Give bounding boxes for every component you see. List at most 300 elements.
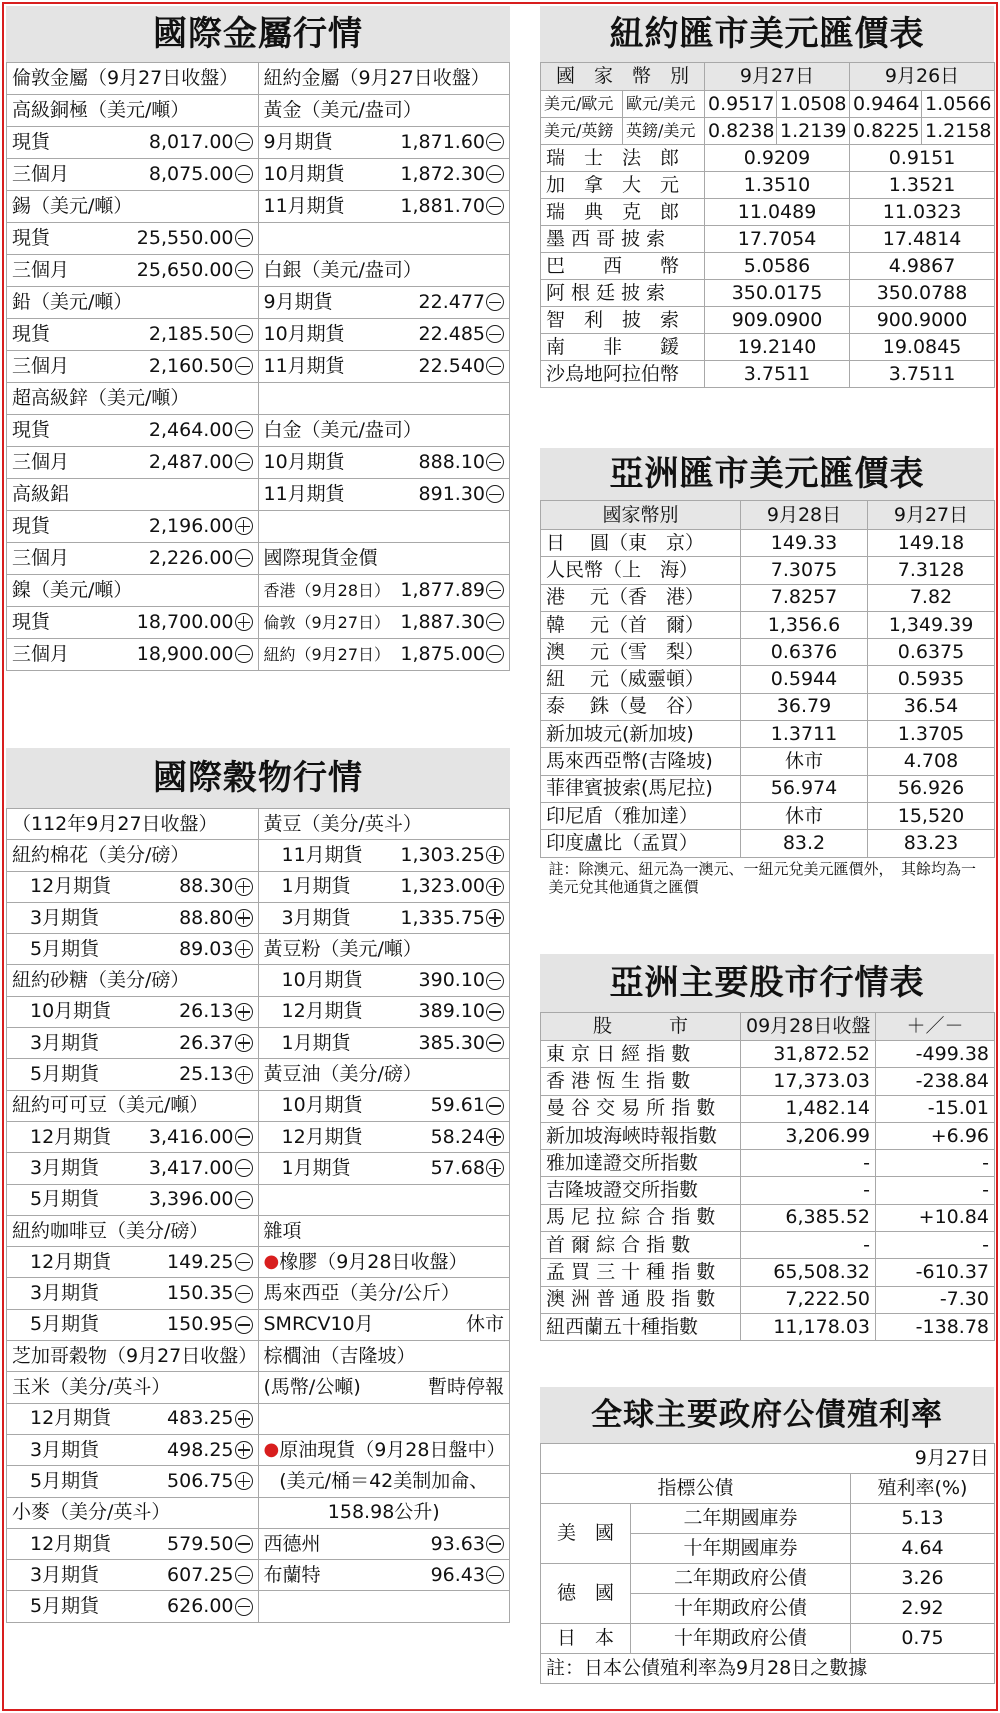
grains-cell-content — [264, 1565, 505, 1586]
grains-cell — [258, 1497, 510, 1528]
grains-label-text: 1月期貨 — [281, 1156, 351, 1179]
metals-value: 1,871.60 — [400, 131, 485, 154]
grains-cell-content — [264, 1346, 505, 1367]
grains-value-wrap — [167, 1471, 252, 1492]
grains-value: 3,417.00 — [148, 1156, 234, 1179]
grains-cell-content — [264, 1502, 505, 1523]
metals-value-wrap — [149, 548, 253, 569]
metals-value-wrap — [419, 452, 504, 473]
metals-label — [264, 68, 490, 89]
rate-value: 0.6376 — [741, 639, 868, 666]
metals-cell — [7, 607, 259, 639]
bonds-panel — [540, 1387, 994, 1684]
grains-cell — [258, 809, 510, 840]
grains-value: 579.50 — [167, 1532, 234, 1555]
metals-row — [7, 543, 510, 575]
metals-label — [264, 100, 422, 121]
index-name: 曼 谷 交 易 所 指 數 — [541, 1095, 741, 1122]
grains-label — [12, 1502, 170, 1523]
grains-row — [7, 1560, 510, 1591]
bond-country: 美 國 — [541, 1504, 631, 1564]
grains-cell — [7, 1497, 259, 1528]
grains-value: 3,416.00 — [148, 1125, 234, 1148]
metals-label — [264, 452, 345, 473]
metals-label-text: 白銀（美元/盎司） — [263, 259, 422, 282]
rate-value: 149.18 — [868, 530, 995, 557]
grains-cell-content — [12, 1095, 253, 1116]
metals-cell-content — [264, 292, 505, 313]
metals-cell — [7, 191, 259, 223]
grains-cell — [258, 1372, 510, 1403]
grains-label — [264, 1346, 416, 1367]
grains-row — [7, 1121, 510, 1152]
bond-yield: 0.75 — [851, 1624, 995, 1654]
metals-cell — [7, 447, 259, 479]
currency-pair: 美元/歐元 — [541, 91, 623, 118]
rate-value: 1,349.39 — [868, 611, 995, 638]
grains-table — [6, 808, 510, 1623]
price-down-icon — [235, 1253, 253, 1271]
grains-cell-content — [12, 908, 253, 929]
metals-label — [264, 484, 345, 505]
metals-value: 1,881.70 — [400, 195, 485, 218]
grains-value: 150.95 — [167, 1313, 234, 1336]
grains-label — [328, 1502, 440, 1523]
metals-label — [264, 420, 422, 441]
index-name: 澳 洲 普 通 股 指 數 — [541, 1286, 741, 1313]
ny-fx-header-date2: 9月26日 — [850, 63, 995, 91]
grains-cell-content — [12, 876, 253, 897]
metals-cell — [7, 127, 259, 159]
metals-label-text: 錫（美元/噸） — [12, 195, 133, 218]
price-down-icon — [486, 972, 504, 990]
grains-value: 626.00 — [167, 1595, 234, 1618]
metals-cell-content — [12, 260, 253, 281]
metals-label-text: 三個月 — [12, 547, 70, 570]
grains-label — [282, 970, 363, 991]
grains-label — [30, 939, 99, 960]
rate-value: 4.708 — [868, 748, 995, 775]
metals-cell — [258, 383, 510, 415]
grains-cell-content — [12, 939, 253, 960]
currency-name: 南 非 鍰 — [541, 334, 705, 361]
ny-fx-row — [541, 226, 995, 253]
metals-label — [12, 260, 69, 281]
rate-value: 15,520 — [868, 802, 995, 829]
bond-country: 德 國 — [541, 1564, 631, 1624]
metals-cell-content — [264, 644, 505, 665]
rate-value: 1.2139 — [777, 118, 850, 145]
price-down-icon — [486, 645, 504, 663]
currency-name: 瑞 典 克 郎 — [541, 199, 705, 226]
price-down-icon — [235, 645, 253, 663]
grains-cell-content — [12, 1221, 253, 1242]
index-close: - — [741, 1232, 876, 1259]
grains-value: 390.10 — [418, 969, 485, 992]
grains-value: 498.25 — [167, 1438, 234, 1461]
asia-fx-header-date2: 9月27日 — [868, 501, 995, 530]
price-down-icon — [486, 357, 504, 375]
rate-value: 1.3705 — [868, 721, 995, 748]
price-up-icon — [235, 909, 253, 927]
grains-cell-content — [264, 814, 505, 835]
bond-name: 十年期政府公債 — [631, 1594, 851, 1624]
price-down-icon — [235, 357, 253, 375]
metals-label — [12, 388, 189, 409]
grains-row — [7, 1247, 510, 1278]
metals-label-text: 倫敦（9月27日） — [263, 612, 391, 632]
rate-value: 17.4814 — [850, 226, 995, 253]
grains-row — [7, 1497, 510, 1528]
metals-value-wrap — [400, 580, 504, 601]
grains-cell-content — [264, 1534, 505, 1555]
grains-label — [12, 845, 189, 866]
grains-cell — [258, 1247, 510, 1278]
grains-cell-content — [12, 1127, 253, 1148]
metals-label-text: 三個月 — [12, 451, 70, 474]
metals-cell — [258, 511, 510, 543]
grains-label — [264, 1565, 321, 1586]
price-up-icon — [235, 1410, 253, 1428]
grains-label-text: 12月期貨 — [281, 1000, 363, 1023]
metals-value-wrap — [419, 292, 504, 313]
grains-cell-content — [264, 1127, 505, 1148]
grains-label-text: 5月期貨 — [30, 937, 100, 960]
asia-fx-row — [541, 830, 995, 857]
grains-cell — [7, 840, 259, 871]
grains-cell-content — [12, 1377, 253, 1398]
metals-row — [7, 511, 510, 543]
grains-label-text: 芝加哥穀物（9月27日收盤） — [12, 1344, 258, 1367]
metals-value-wrap — [149, 420, 253, 441]
price-down-icon — [235, 1191, 253, 1209]
currency-name: 巴 西 幣 — [541, 253, 705, 280]
price-down-icon — [486, 453, 504, 471]
metals-value-wrap — [400, 644, 504, 665]
grains-cell-content — [12, 845, 253, 866]
grains-value: 休市 — [465, 1313, 504, 1336]
metals-cell-content — [264, 324, 505, 345]
metals-cell-content — [264, 196, 505, 217]
grains-value-wrap — [431, 1534, 504, 1555]
metals-value: 2,196.00 — [148, 515, 234, 538]
grains-cell — [7, 1528, 259, 1559]
metals-label — [12, 356, 69, 377]
grains-label — [264, 1440, 506, 1461]
grains-value-wrap — [431, 1158, 504, 1179]
stocks-row — [541, 1232, 995, 1259]
metals-value-wrap — [149, 452, 253, 473]
metals-cell-content — [12, 612, 253, 633]
metals-value: 22.477 — [418, 291, 485, 314]
rate-value: 1.3711 — [741, 721, 868, 748]
bond-yield: 5.13 — [851, 1504, 995, 1534]
rate-value: 36.54 — [868, 693, 995, 720]
grains-cell — [258, 1528, 510, 1559]
price-down-icon — [486, 1003, 504, 1021]
metals-value-wrap — [419, 484, 504, 505]
rate-value: 0.8225 — [850, 118, 922, 145]
metals-value-wrap — [400, 132, 504, 153]
grains-label-text: 黃豆（美分/英斗） — [263, 812, 422, 835]
metals-cell-content — [12, 196, 253, 217]
grains-label-text: 1月期貨 — [281, 875, 351, 898]
metals-value: 1,877.89 — [400, 579, 485, 602]
currency-name: 墨 西 哥 披 索 — [541, 226, 705, 253]
metals-label — [12, 164, 69, 185]
grains-cell — [7, 1309, 259, 1340]
grains-row — [7, 840, 510, 871]
rate-value: 0.5944 — [741, 666, 868, 693]
grains-cell — [7, 1247, 259, 1278]
price-down-icon — [486, 1535, 504, 1553]
grains-value-wrap — [179, 939, 252, 960]
metals-table — [6, 62, 510, 671]
index-change: -138.78 — [876, 1313, 995, 1340]
grains-cell — [258, 934, 510, 965]
grains-label — [30, 1283, 99, 1304]
price-up-icon — [235, 1066, 253, 1084]
grains-value-wrap — [419, 970, 504, 991]
metals-cell — [7, 575, 259, 607]
metals-label-text: 超高級鋅（美元/噸） — [12, 387, 190, 410]
metals-label-text: 10月期貨 — [263, 451, 345, 474]
grains-cell — [258, 1341, 510, 1372]
metals-cell-content — [12, 100, 253, 121]
grains-cell-content — [12, 1408, 253, 1429]
index-change: - — [876, 1177, 995, 1204]
price-down-icon — [235, 1598, 253, 1616]
metals-label-text: 黃金（美元/盎司） — [263, 99, 422, 122]
grains-label-text: 紐約砂糖（美分/磅） — [12, 969, 190, 992]
asia-fx-row — [541, 639, 995, 666]
price-down-icon — [486, 133, 504, 151]
metals-cell-content — [12, 324, 253, 345]
metals-label-text: 三個月 — [12, 643, 70, 666]
rate-value: 350.0175 — [705, 280, 850, 307]
grains-cell-content — [264, 876, 505, 897]
bonds-header-row — [541, 1474, 995, 1504]
grains-value-wrap — [167, 1283, 252, 1304]
grains-label-text: 紐約棉花（美分/磅） — [12, 844, 190, 866]
price-down-icon — [486, 325, 504, 343]
stocks-header-market: 股 市 — [541, 1013, 741, 1041]
grains-value-wrap — [431, 1127, 504, 1148]
currency-name: 新加坡元(新加坡) — [541, 721, 741, 748]
asia-fx-row — [541, 721, 995, 748]
asia-fx-header-currency: 國家幣別 — [541, 501, 741, 530]
metals-panel — [6, 6, 510, 671]
grains-row — [7, 1341, 510, 1372]
metals-row — [7, 639, 510, 671]
price-up-icon — [235, 613, 253, 631]
price-down-icon — [235, 325, 253, 343]
metals-row — [7, 575, 510, 607]
metals-value-wrap — [400, 164, 504, 185]
metals-value: 1,872.30 — [400, 163, 485, 186]
price-down-icon — [486, 1566, 504, 1584]
asia-fx-note: 註：除澳元、紐元為一澳元、一紐元兌美元匯價外， 其餘均為一美元兌其他通貨之匯價 — [548, 859, 977, 897]
metals-cell — [258, 543, 510, 575]
grains-value: 58.24 — [430, 1125, 485, 1148]
index-name: 吉隆坡證交所指數 — [541, 1177, 741, 1204]
grains-cell-content — [264, 1095, 505, 1116]
grains-cell — [258, 1403, 510, 1434]
asia-fx-row — [541, 530, 995, 557]
asia-fx-row — [541, 557, 995, 584]
ny-fx-row — [541, 307, 995, 334]
metals-cell-content — [264, 612, 505, 633]
grains-label-text: 紐約可可豆（美元/噸） — [12, 1094, 209, 1117]
metals-cell — [258, 287, 510, 319]
stocks-header-row — [541, 1013, 995, 1041]
currency-name: 人民幣（上 海） — [541, 557, 741, 584]
grains-value-wrap — [431, 1565, 504, 1586]
index-close: 11,178.03 — [741, 1313, 876, 1340]
grains-label-text: 黃豆油（美分/磅） — [263, 1063, 422, 1086]
rate-value: 350.0788 — [850, 280, 995, 307]
grains-row — [7, 1591, 510, 1622]
grains-label-text: 黃豆粉（美元/噸） — [263, 937, 422, 960]
grains-cell-content — [12, 1033, 253, 1054]
ny-fx-header-currency: 國 家 幣 別 — [541, 63, 705, 91]
ny-fx-row — [541, 280, 995, 307]
metals-label — [264, 614, 391, 632]
grains-value-wrap — [167, 1408, 252, 1429]
metals-row — [7, 287, 510, 319]
grains-cell — [258, 1153, 510, 1184]
rate-value: 19.2140 — [705, 334, 850, 361]
metals-label — [264, 582, 391, 600]
grains-value: 88.80 — [179, 906, 234, 929]
metals-label-text: 香港（9月28日） — [263, 580, 391, 600]
grains-label — [282, 1127, 363, 1148]
metals-label-text: 高級鋁 — [12, 483, 70, 506]
metals-label — [12, 292, 132, 313]
metals-label — [12, 548, 69, 569]
grains-label-text: 5月期貨 — [30, 1063, 100, 1086]
grains-label-text: 5月期貨 — [30, 1188, 100, 1211]
grains-cell-content — [12, 1502, 253, 1523]
metals-row — [7, 607, 510, 639]
grains-label — [282, 1158, 351, 1179]
metals-value-wrap — [137, 644, 253, 665]
price-down-icon — [486, 613, 504, 631]
metals-cell-content — [12, 420, 253, 441]
metals-cell-content — [264, 100, 505, 121]
grains-row — [7, 1434, 510, 1465]
grains-cell — [258, 1466, 510, 1497]
rate-value: 83.2 — [741, 830, 868, 857]
rate-value: 5.0586 — [705, 253, 850, 280]
metals-label — [12, 516, 50, 537]
stocks-row — [541, 1177, 995, 1204]
index-name: 香 港 恆 生 指 數 — [541, 1068, 741, 1095]
metals-cell-content — [264, 580, 505, 601]
rate-value: 83.23 — [868, 830, 995, 857]
grains-cell-content — [12, 1158, 253, 1179]
metals-label-text: 10月期貨 — [263, 163, 345, 186]
currency-name: 加 拿 大 元 — [541, 172, 705, 199]
grains-cell — [258, 1591, 510, 1622]
metals-row — [7, 127, 510, 159]
stocks-row — [541, 1068, 995, 1095]
rate-value: 11.0323 — [850, 199, 995, 226]
metals-row — [7, 479, 510, 511]
index-close: 6,385.52 — [741, 1204, 876, 1231]
index-change: +10.84 — [876, 1204, 995, 1231]
metals-cell-content — [264, 420, 505, 441]
grains-value-wrap — [149, 1189, 253, 1210]
metals-cell-content — [12, 68, 253, 89]
asia-fx-row — [541, 748, 995, 775]
metals-label-text: 9月期貨 — [263, 131, 333, 154]
grains-cell-content — [264, 1377, 505, 1398]
grains-label — [12, 1095, 208, 1116]
metals-value-wrap — [149, 164, 253, 185]
grains-cell — [7, 1372, 259, 1403]
rate-value: 7.82 — [868, 584, 995, 611]
grains-value-wrap — [400, 845, 504, 866]
grains-cell-content — [12, 1596, 253, 1617]
grains-label — [264, 1221, 302, 1242]
bond-name: 十年期政府公債 — [631, 1624, 851, 1654]
grains-cell-content — [12, 1344, 258, 1367]
metals-label-text: 現貨 — [12, 227, 51, 250]
asia-fx-panel — [540, 448, 994, 899]
metals-cell — [258, 127, 510, 159]
rate-value: 56.974 — [741, 775, 868, 802]
currency-name: 印度盧比（孟買） — [541, 830, 741, 857]
grains-label — [30, 1440, 99, 1461]
grains-cell-content — [12, 1001, 253, 1022]
metals-cell-content — [12, 132, 253, 153]
currency-pair: 英鎊/美元 — [623, 118, 705, 145]
index-close: 3,206.99 — [741, 1122, 876, 1149]
grains-cell — [7, 1090, 259, 1121]
asia-fx-table — [540, 500, 995, 899]
price-down-icon — [235, 165, 253, 183]
asia-fx-header-row — [541, 501, 995, 530]
price-up-icon — [235, 940, 253, 958]
ny-fx-row — [541, 172, 995, 199]
grains-label — [264, 1064, 422, 1085]
rate-value: 909.0900 — [705, 307, 850, 334]
metals-cell — [7, 351, 259, 383]
metals-row — [7, 95, 510, 127]
price-down-icon — [486, 581, 504, 599]
grains-row — [7, 1278, 510, 1309]
grains-value: 88.30 — [179, 875, 234, 898]
grains-cell-content — [264, 908, 505, 929]
stocks-title: 亞洲主要股市行情表 — [540, 954, 994, 1012]
grains-row — [7, 1403, 510, 1434]
asia-fx-header-date1: 9月28日 — [741, 501, 868, 530]
metals-value: 8,075.00 — [148, 163, 234, 186]
metals-label-text: 11月期貨 — [263, 355, 345, 378]
grains-label-text: 12月期貨 — [281, 1125, 363, 1148]
bonds-row — [541, 1504, 995, 1534]
metals-value-wrap — [419, 324, 504, 345]
grains-value-wrap — [419, 1033, 504, 1054]
grains-value: 483.25 — [167, 1407, 234, 1430]
grains-label-text: 5月期貨 — [30, 1469, 100, 1492]
metals-cell — [7, 223, 259, 255]
grains-value: 26.37 — [179, 1031, 234, 1054]
metals-value: 25,550.00 — [136, 227, 234, 250]
grains-cell — [7, 1403, 259, 1434]
metals-cell-content — [12, 292, 253, 313]
